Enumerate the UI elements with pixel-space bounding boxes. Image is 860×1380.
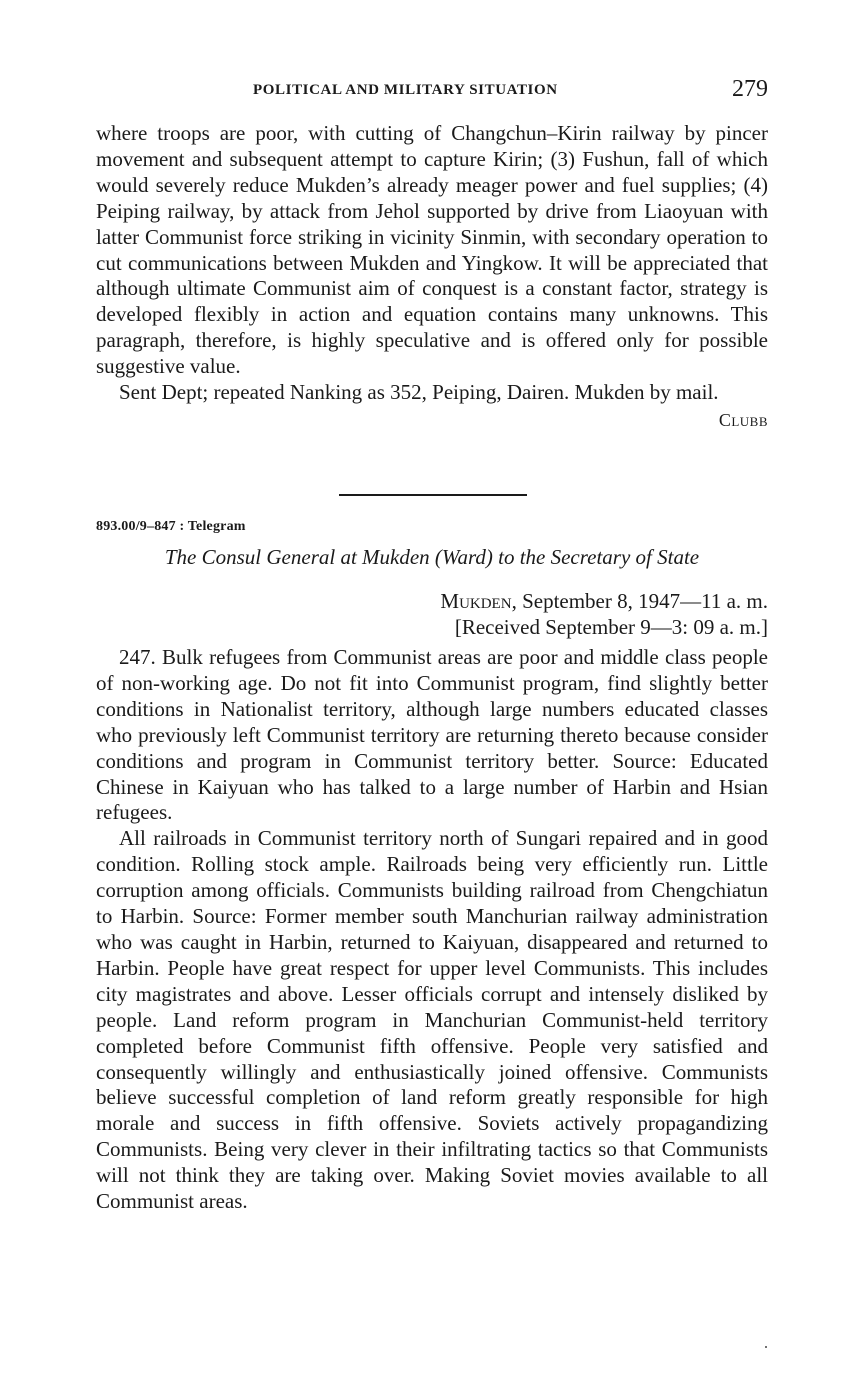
dateline-received: [Received September 9—3: 09 a. m.] xyxy=(454,614,768,639)
stray-mark xyxy=(765,1346,767,1348)
running-header xyxy=(96,72,768,112)
body-paragraph-1: 247. Bulk refugees from Communist areas are poor and middle class people of non-working age. Do not fit into Communist program, find slightly better conditions in Nationalist territory, although large numbers educated classes who previously left Communist territory are returning thereto because consider conditions and program in Communist territory better. Source: Educated Chinese in Kaiyuan who has talked to a large number of Harbin and Hsian refugees. xyxy=(96,645,768,825)
dateline-place: Mukden xyxy=(440,589,512,613)
body-paragraph-2: All railroads in Communist territory north of Sungari repaired and in good condition. Rolling stock ample. Railroads being very efficiently run. Little corruption among officials. Communists building railroad from Chengchiatun to Harbin. Source: Former member south Manchurian railway administration who was caught in Harbin, returned to Kaiyuan, disappeared and returned to Harbin. People have great respect for upper level Communists. This includes city magistrates and above. Lesser officials corrupt and intensely disliked by people. Land reform program in Manchurian Communist-held territory completed before Communist fifth offensive. People very satisfied and consequently willingly and enthusiastically joined offensive. Communists believe successful completion of land reform greatly responsible for high morale and success in fifth offensive. Soviets actively propagandizing Communists. Being very clever in their infiltrating tactics so that Communists will not think they are taking over. Making Soviet movies available to all Communist areas. xyxy=(96,826,768,1214)
file-reference: 893.00/9–847 : Telegram xyxy=(96,519,246,534)
continued-paragraph: where troops are poor, with cutting of Changchun–Kirin railway by pincer movement and subsequent attempt to capture Kirin; (3) Fushun, fall of which would severely reduce Mukden’s already meager power and fuel supplies; (4) Peiping railway, by attack from Jehol supported by drive from Liaoyuan with latter Communist force striking in vicinity Sinmin, with secondary operation to cut communications between Mukden and Yingkow. It will be appreciated that although ultimate Communist aim of conquest is a constant factor, strategy is developed flexibly in action and equation contains many unknowns. This paragraph, therefore, is highly speculative and is offered only for possible suggestive value. xyxy=(96,121,768,379)
distribution-note: Sent Dept; repeated Nanking as 352, Peiping, Dairen. Mukden by mail. xyxy=(119,380,719,405)
dateline-sent xyxy=(440,589,768,615)
section-divider xyxy=(339,494,527,496)
page-number: 279 xyxy=(732,76,768,102)
running-title: POLITICAL AND MILITARY SITUATION xyxy=(253,82,558,98)
dateline-date: , September 8, 1947—11 a. m. xyxy=(511,589,768,613)
document-title: The Consul General at Mukden (Ward) to the Secretary of State xyxy=(164,545,700,569)
signature: Clubb xyxy=(718,409,768,430)
dateline xyxy=(440,589,768,641)
telegram-body xyxy=(96,645,768,1215)
previous-telegram-continuation xyxy=(96,121,768,431)
